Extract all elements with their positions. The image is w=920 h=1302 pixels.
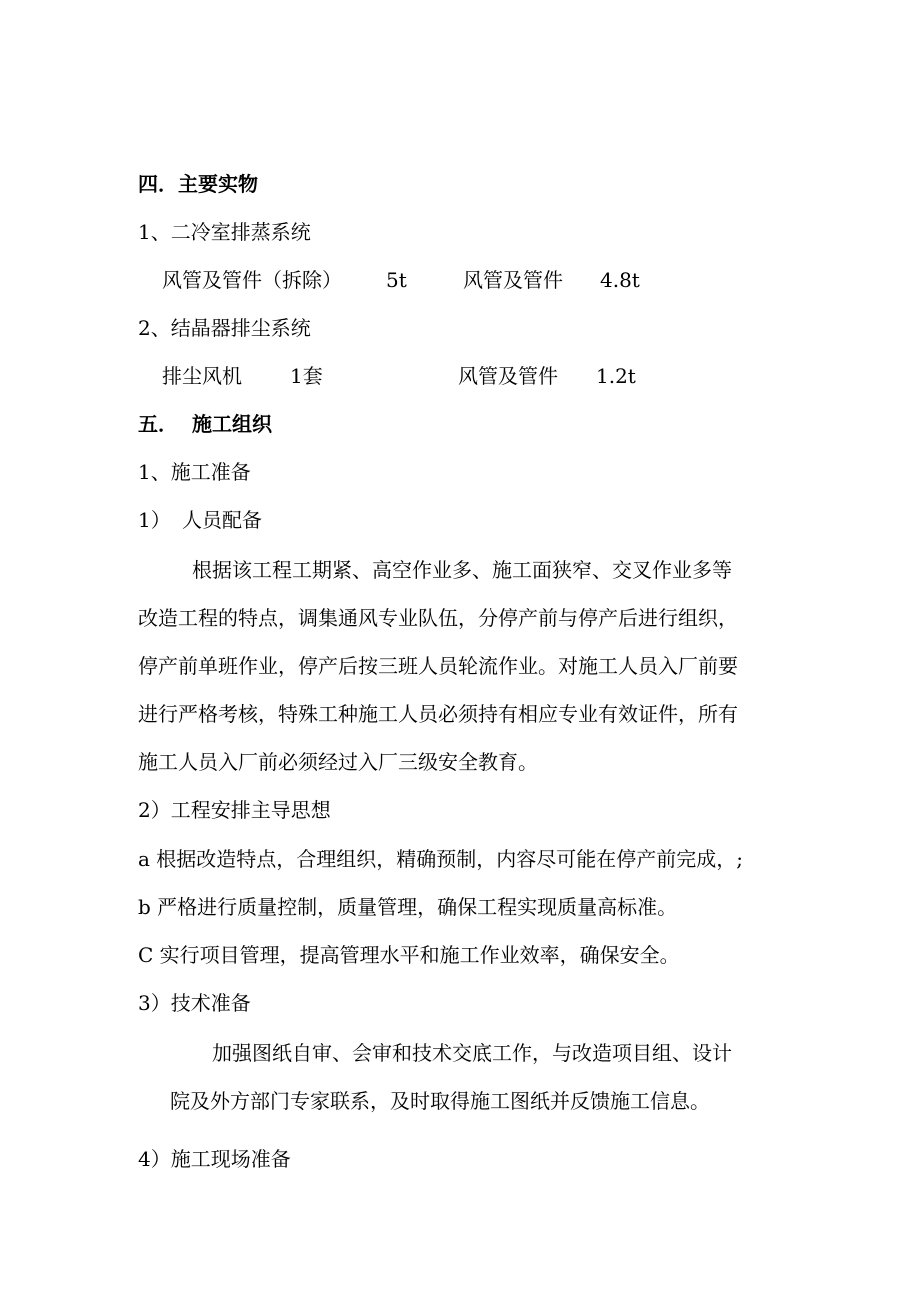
item-2-material-b-qty: 1.2t — [596, 364, 636, 388]
section-4-heading: 四．主要实物 — [138, 172, 258, 196]
item-1-material-b-qty: 4.8t — [600, 268, 640, 292]
site-preparation-title: 4）施工现场准备 — [138, 1147, 291, 1171]
item-1-material-b-name: 风管及管件 — [463, 268, 563, 292]
personnel-title-number: 1） — [138, 508, 171, 532]
item-1-materials-row — [0, 266, 920, 294]
personnel-paragraph-line: 根据该工程工期紧、高空作业多、施工面狭窄、交叉作业多等 — [192, 558, 732, 582]
item-1-title: 1、二冷室排蒸系统 — [138, 220, 311, 244]
personnel-paragraph-line: 进行严格考核，特殊工种施工人员必须持有相应专业有效证件，所有 — [138, 702, 738, 726]
section-5-heading-number: 五． — [138, 412, 178, 436]
item-2-material-a-qty: 1套 — [290, 364, 323, 388]
personnel-paragraph-line: 停产前单班作业，停产后按三班人员轮流作业。对施工人员入厂前要 — [138, 654, 738, 678]
personnel-title — [0, 506, 920, 534]
guiding-principle-item: C 实行项目管理，提高管理水平和施工作业效率，确保安全。 — [138, 943, 680, 967]
guiding-principle-item: a 根据改造特点，合理组织，精确预制，内容尽可能在停产前完成，; — [138, 847, 744, 871]
subsection-1-title: 1、施工准备 — [138, 460, 251, 484]
personnel-title-text: 人员配备 — [182, 508, 262, 532]
item-1-material-a-name: 风管及管件（拆除） — [162, 268, 342, 292]
section-5-heading-text: 施工组织 — [192, 412, 272, 436]
item-2-materials-row — [0, 362, 920, 390]
technical-preparation-line: 院及外方部门专家联系，及时取得施工图纸并反馈施工信息。 — [170, 1089, 710, 1113]
technical-preparation-line: 加强图纸自审、会审和技术交底工作，与改造项目组、设计 — [212, 1041, 732, 1065]
technical-preparation-title: 3）技术准备 — [138, 991, 251, 1015]
section-5-heading — [0, 410, 920, 438]
guiding-principles-title: 2）工程安排主导思想 — [138, 798, 331, 822]
personnel-paragraph-line: 施工人员入厂前必须经过入厂三级安全教育。 — [138, 750, 538, 774]
item-2-title: 2、结晶器排尘系统 — [138, 316, 311, 340]
personnel-paragraph-line: 改造工程的特点，调集通风专业队伍，分停产前与停产后进行组织， — [138, 606, 738, 630]
item-1-material-a-qty: 5t — [386, 268, 407, 292]
item-2-material-b-name: 风管及管件 — [458, 364, 558, 388]
item-2-material-a-name: 排尘风机 — [162, 364, 242, 388]
guiding-principle-item: b 严格进行质量控制，质量管理，确保工程实现质量高标准。 — [138, 895, 678, 919]
